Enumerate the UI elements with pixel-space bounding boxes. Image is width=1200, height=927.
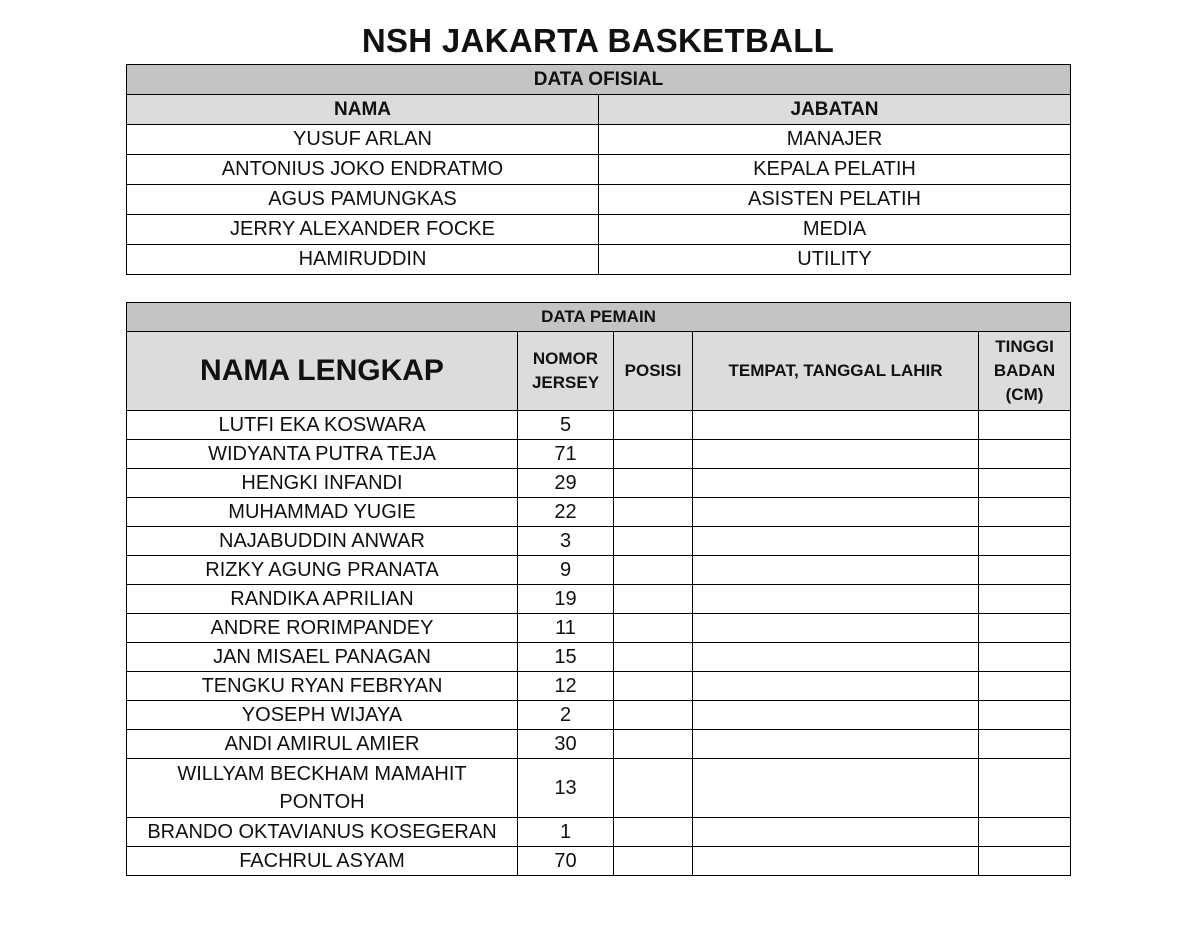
player-jersey: 12	[518, 672, 614, 701]
players-header-height-line3: (CM)	[1005, 384, 1044, 404]
player-birth	[693, 411, 979, 440]
player-row	[127, 411, 1071, 440]
players-table	[126, 302, 1071, 876]
official-role: MANAJER	[599, 125, 1071, 155]
player-name	[127, 759, 518, 818]
official-role: KEPALA PELATIH	[599, 155, 1071, 185]
player-row	[127, 498, 1071, 527]
player-jersey: 19	[518, 585, 614, 614]
player-jersey: 11	[518, 614, 614, 643]
player-height	[979, 759, 1071, 818]
official-name: YUSUF ARLAN	[127, 125, 599, 155]
player-name-text: WILLYAM BECKHAM MAMAHIT PONTOH	[177, 763, 467, 813]
player-position	[614, 701, 693, 730]
player-position	[614, 469, 693, 498]
player-jersey: 22	[518, 498, 614, 527]
player-row	[127, 672, 1071, 701]
player-birth	[693, 440, 979, 469]
player-position	[614, 440, 693, 469]
player-height	[979, 411, 1071, 440]
officials-caption: DATA OFISIAL	[127, 65, 1071, 95]
officials-caption-row	[127, 65, 1071, 95]
player-position	[614, 672, 693, 701]
player-birth	[693, 469, 979, 498]
player-birth	[693, 614, 979, 643]
official-row	[127, 155, 1071, 185]
official-row	[127, 185, 1071, 215]
player-row	[127, 614, 1071, 643]
player-height	[979, 643, 1071, 672]
players-header-row	[127, 332, 1071, 411]
player-birth	[693, 730, 979, 759]
player-row	[127, 818, 1071, 847]
player-row	[127, 643, 1071, 672]
player-position	[614, 847, 693, 876]
player-height	[979, 440, 1071, 469]
player-row	[127, 556, 1071, 585]
page-title: NSH JAKARTA BASKETBALL	[361, 22, 835, 59]
official-role: ASISTEN PELATIH	[599, 185, 1071, 215]
player-height	[979, 556, 1071, 585]
players-header-jersey-line2: JERSEY	[531, 373, 600, 392]
players-header-position: POSISI	[614, 332, 693, 411]
official-role: MEDIA	[599, 215, 1071, 245]
player-height	[979, 672, 1071, 701]
players-header-full-name: NAMA LENGKAP	[127, 332, 518, 411]
player-jersey: 70	[518, 847, 614, 876]
official-row	[127, 215, 1071, 245]
player-height	[979, 818, 1071, 847]
player-position	[614, 759, 693, 818]
player-position	[614, 498, 693, 527]
player-name: YOSEPH WIJAYA	[127, 701, 518, 730]
player-jersey: 9	[518, 556, 614, 585]
players-header-height-line2: BADAN	[993, 361, 1056, 381]
officials-table	[126, 64, 1071, 275]
player-height	[979, 614, 1071, 643]
player-position	[614, 411, 693, 440]
player-height	[979, 498, 1071, 527]
player-birth	[693, 701, 979, 730]
player-row	[127, 440, 1071, 469]
players-header-height	[979, 332, 1071, 411]
player-name: RIZKY AGUNG PRANATA	[127, 556, 518, 585]
official-name: JERRY ALEXANDER FOCKE	[127, 215, 599, 245]
player-birth	[693, 759, 979, 818]
player-name: ANDI AMIRUL AMIER	[127, 730, 518, 759]
player-position	[614, 556, 693, 585]
players-header-jersey	[518, 332, 614, 411]
player-row	[127, 701, 1071, 730]
player-jersey: 15	[518, 643, 614, 672]
player-birth	[693, 585, 979, 614]
players-header-birth: TEMPAT, TANGGAL LAHIR	[693, 332, 979, 411]
player-height	[979, 585, 1071, 614]
player-row	[127, 730, 1071, 759]
player-name: HENGKI INFANDI	[127, 469, 518, 498]
player-position	[614, 730, 693, 759]
player-jersey: 2	[518, 701, 614, 730]
player-name: WIDYANTA PUTRA TEJA	[127, 440, 518, 469]
player-jersey: 13	[518, 759, 614, 818]
player-name: TENGKU RYAN FEBRYAN	[127, 672, 518, 701]
player-name: JAN MISAEL PANAGAN	[127, 643, 518, 672]
player-jersey: 71	[518, 440, 614, 469]
player-row	[127, 759, 1071, 818]
players-header-jersey-line1: NOMOR	[532, 349, 599, 369]
player-row	[127, 469, 1071, 498]
official-name: AGUS PAMUNGKAS	[127, 185, 599, 215]
player-birth	[693, 847, 979, 876]
official-row	[127, 125, 1071, 155]
officials-header-row	[127, 95, 1071, 125]
official-role: UTILITY	[599, 245, 1071, 275]
official-row	[127, 245, 1071, 275]
player-birth	[693, 527, 979, 556]
officials-header-role: JABATAN	[599, 95, 1071, 125]
player-position	[614, 818, 693, 847]
players-header-height-line1: TINGGI	[995, 337, 1054, 357]
player-name: LUTFI EKA KOSWARA	[127, 411, 518, 440]
player-name: ANDRE RORIMPANDEY	[127, 614, 518, 643]
player-name: NAJABUDDIN ANWAR	[127, 527, 518, 556]
player-row	[127, 847, 1071, 876]
player-birth	[693, 556, 979, 585]
player-name: RANDIKA APRILIAN	[127, 585, 518, 614]
player-jersey: 1	[518, 818, 614, 847]
player-height	[979, 469, 1071, 498]
player-birth	[693, 672, 979, 701]
player-jersey: 5	[518, 411, 614, 440]
player-height	[979, 847, 1071, 876]
official-name: ANTONIUS JOKO ENDRATMO	[127, 155, 599, 185]
player-birth	[693, 643, 979, 672]
player-name: FACHRUL ASYAM	[127, 847, 518, 876]
player-position	[614, 614, 693, 643]
players-caption-row	[127, 303, 1071, 332]
player-height	[979, 730, 1071, 759]
player-birth	[693, 818, 979, 847]
player-position	[614, 643, 693, 672]
player-position	[614, 527, 693, 556]
player-jersey: 30	[518, 730, 614, 759]
officials-header-name: NAMA	[127, 95, 599, 125]
player-jersey: 29	[518, 469, 614, 498]
player-row	[127, 527, 1071, 556]
player-height	[979, 527, 1071, 556]
player-jersey: 3	[518, 527, 614, 556]
players-caption: DATA PEMAIN	[127, 303, 1071, 332]
player-row	[127, 585, 1071, 614]
player-position	[614, 585, 693, 614]
player-height	[979, 701, 1071, 730]
official-name: HAMIRUDDIN	[127, 245, 599, 275]
player-name: BRANDO OKTAVIANUS KOSEGERAN	[127, 818, 518, 847]
player-birth	[693, 498, 979, 527]
player-name: MUHAMMAD YUGIE	[127, 498, 518, 527]
